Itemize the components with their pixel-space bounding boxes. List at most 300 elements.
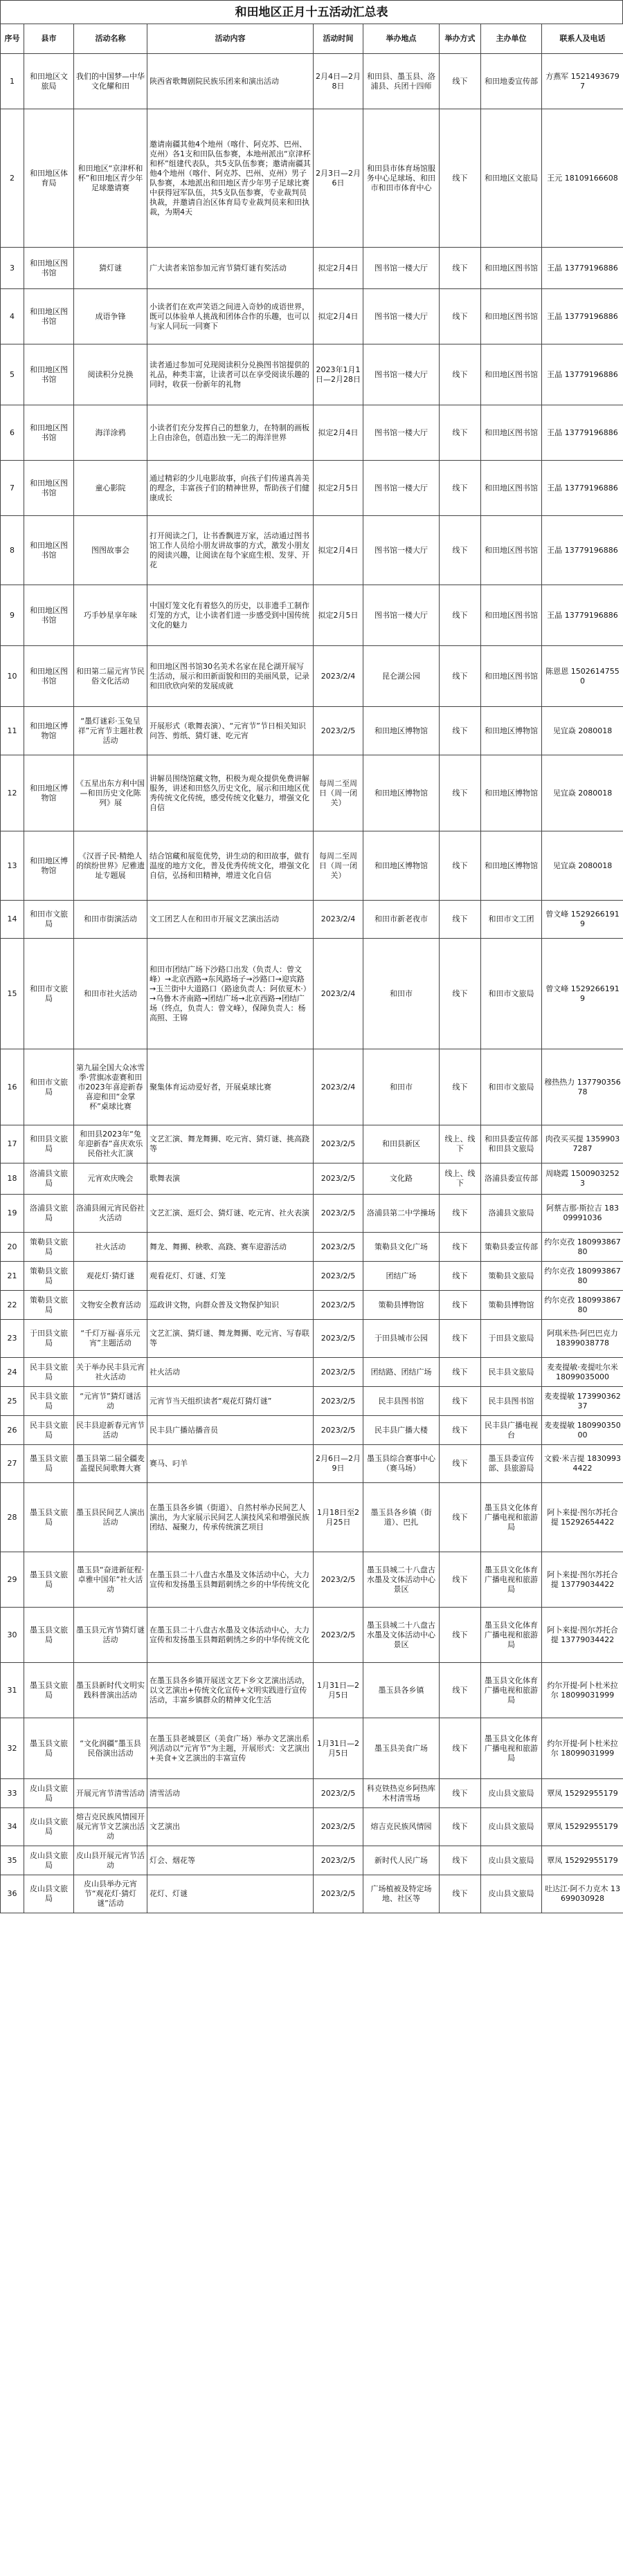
cell-mode: 线下: [440, 1846, 481, 1875]
cell-activity-content: 元宵节当天组织读者“观花灯猜灯谜”: [147, 1387, 314, 1416]
table-row: [1, 54, 623, 109]
cell-mode: 线下: [440, 585, 481, 646]
cell-organizer: 民丰县广播电视台: [481, 1416, 542, 1445]
cell-contact: 覃凤 15292955179: [542, 1779, 623, 1808]
cell-organizer: 和田地区博物馆: [481, 755, 542, 831]
cell-index: 30: [1, 1608, 24, 1663]
cell-activity-time: 2023/2/4: [314, 939, 363, 1049]
cell-mode: 线下: [440, 405, 481, 461]
cell-activity-time: 拟定2月4日: [314, 248, 363, 289]
cell-county: 和田地区博物馆: [24, 755, 74, 831]
cell-activity-content: 舞龙、舞狮、秧歌、高跷、赛车迎游活动: [147, 1233, 314, 1262]
cell-contact: 肉孜买买提 13599037287: [542, 1125, 623, 1163]
cell-activity-time: 2023/2/5: [314, 1416, 363, 1445]
cell-contact: 麦麦提敏 18099035000: [542, 1416, 623, 1445]
cell-county: 墨玉县文旅局: [24, 1608, 74, 1663]
cell-index: 16: [1, 1049, 24, 1125]
header-activity-content: 活动内容: [147, 24, 314, 54]
table-row: [1, 939, 623, 1049]
cell-activity-time: 2023/2/5: [314, 1320, 363, 1358]
cell-county: 墨玉县文旅局: [24, 1445, 74, 1483]
cell-mode: 线下: [440, 1808, 481, 1846]
cell-activity-name: 墨玉县元宵节猜灯谜活动: [74, 1608, 147, 1663]
table-row: [1, 1291, 623, 1320]
cell-organizer: 和田地区博物馆: [481, 831, 542, 901]
cell-venue: 和田市新老夜市: [363, 901, 440, 939]
cell-activity-name: 墨玉县第二届全疆麦盖提民间歌舞大赛: [74, 1445, 147, 1483]
cell-index: 3: [1, 248, 24, 289]
cell-county: 和田县文旅局: [24, 1125, 74, 1163]
cell-contact: 王晶 13779196886: [542, 248, 623, 289]
cell-organizer: 策勒县文旅局: [481, 1262, 542, 1291]
cell-mode: 线下: [440, 646, 481, 707]
cell-mode: 线下: [440, 461, 481, 516]
cell-mode: 线下: [440, 1358, 481, 1387]
cell-activity-name: 墨玉县民间艺人演出活动: [74, 1483, 147, 1552]
cell-activity-content: 在墨玉县二十八盘古水墨及文体活动中心，大力宣传和发扬墨玉县舞蹈刺绣之乡的中华传统文化: [147, 1552, 314, 1608]
cell-mode: 线下: [440, 109, 481, 248]
cell-county: 墨玉县文旅局: [24, 1663, 74, 1718]
cell-venue: 洛浦县第二中学操场: [363, 1195, 440, 1233]
cell-contact: 阿卜来提·图尔苏托合提 13779034422: [542, 1552, 623, 1608]
cell-index: 22: [1, 1291, 24, 1320]
cell-mode: 线下: [440, 1483, 481, 1552]
cell-mode: 线下: [440, 1718, 481, 1779]
cell-activity-time: 2023/2/5: [314, 1125, 363, 1163]
cell-organizer: 皮山县文旅局: [481, 1875, 542, 1913]
header-contact: 联系人及电话: [542, 24, 623, 54]
cell-activity-name: 海洋涂鸦: [74, 405, 147, 461]
cell-contact: 约尔开提·阿卜杜米拉尔 18099031999: [542, 1718, 623, 1779]
cell-contact: 方燕军 15214936797: [542, 54, 623, 109]
cell-activity-time: 2023/2/4: [314, 901, 363, 939]
cell-activity-name: 和田市社火活动: [74, 939, 147, 1049]
header-mode: 举办方式: [440, 24, 481, 54]
cell-contact: 约尔克孜 18099386780: [542, 1291, 623, 1320]
cell-venue: 民丰县图书馆: [363, 1387, 440, 1416]
cell-county: 皮山县文旅局: [24, 1779, 74, 1808]
cell-organizer: 民丰县文旅局: [481, 1358, 542, 1387]
cell-organizer: 墨玉县文化体育广播电视和旅游局: [481, 1663, 542, 1718]
cell-index: 31: [1, 1663, 24, 1718]
cell-activity-time: 拟定2月5日: [314, 585, 363, 646]
table-row: [1, 1875, 623, 1913]
cell-organizer: 皮山县文旅局: [481, 1779, 542, 1808]
cell-contact: 曾文峰 15292661919: [542, 939, 623, 1049]
cell-activity-content: 陕西省歌舞剧院民族乐团来和演出活动: [147, 54, 314, 109]
cell-organizer: 和田地委宣传部: [481, 54, 542, 109]
cell-venue: 图书馆一楼大厅: [363, 248, 440, 289]
cell-county: 民丰县文旅局: [24, 1387, 74, 1416]
cell-activity-content: 在墨玉县老城景区（美食广场）举办文艺演出系列活动以“元宵节”为主题，开展形式：文艺演出+美食+文艺演出的丰富宣传: [147, 1718, 314, 1779]
cell-mode: 线下: [440, 755, 481, 831]
cell-activity-content: 邀请南疆其他4个地州（喀什、阿克苏、巴州、克州）各1支和田队伍参赛，本地州派出“京津杯和杯”组建代表队，共5支队伍参赛；邀请南疆其他4个地州（喀什、阿克苏、巴州、克州）男子队参赛，本地派出和田地区青少年男子足球比赛中获得冠军队伍，共5支队伍参赛，专业裁判员执裁，并邀请自治区体育局专业裁判员来和田执裁，为期4天: [147, 109, 314, 248]
cell-county: 皮山县文旅局: [24, 1846, 74, 1875]
header-index: 序号: [1, 24, 24, 54]
cell-index: 19: [1, 1195, 24, 1233]
cell-contact: 王元 18109166608: [542, 109, 623, 248]
header-organizer: 主办单位: [481, 24, 542, 54]
cell-organizer: 皮山县文旅局: [481, 1808, 542, 1846]
cell-index: 26: [1, 1416, 24, 1445]
cell-county: 策勒县文旅局: [24, 1233, 74, 1262]
cell-activity-name: 阅读积分兑换: [74, 344, 147, 405]
cell-contact: 约尔开提·阿卜杜米拉尔 18099031999: [542, 1663, 623, 1718]
cell-venue: 墨玉县城二十八盘古水墨及文体活动中心景区: [363, 1608, 440, 1663]
cell-contact: 周晓霞 15009032523: [542, 1163, 623, 1195]
cell-index: 27: [1, 1445, 24, 1483]
cell-activity-content: 赛马、叼羊: [147, 1445, 314, 1483]
cell-activity-time: 每周二至周日（周一闭关）: [314, 755, 363, 831]
cell-activity-name: 皮山县开展元宵节活动: [74, 1846, 147, 1875]
cell-county: 和田地区图书馆: [24, 585, 74, 646]
cell-venue: 熔吉克民族风情园: [363, 1808, 440, 1846]
cell-index: 29: [1, 1552, 24, 1608]
cell-activity-time: 拟定2月4日: [314, 405, 363, 461]
cell-index: 6: [1, 405, 24, 461]
cell-organizer: 墨玉县文化体育广播电视和旅游局: [481, 1718, 542, 1779]
cell-county: 和田地区图书馆: [24, 248, 74, 289]
cell-activity-content: 和田地区图书馆30名美术名家在昆仑湖开展写生活动，展示和田新面貌和田的美丽风景，记录和田欣欣向荣的发展成就: [147, 646, 314, 707]
table-row: [1, 1233, 623, 1262]
table-row: [1, 585, 623, 646]
cell-venue: 图书馆一楼大厅: [363, 344, 440, 405]
cell-activity-content: 中国灯笼文化有着悠久的历史，以非遗手工制作灯笼的方式，让小读者们进一步感受到中国传统文化的魅力: [147, 585, 314, 646]
cell-venue: 图书馆一楼大厅: [363, 405, 440, 461]
cell-mode: 线下: [440, 1233, 481, 1262]
cell-activity-name: 皮山县举办元宵节“观花灯·猜灯谜”活动: [74, 1875, 147, 1913]
cell-organizer: 墨玉县委宣传部、县旅游局: [481, 1445, 542, 1483]
cell-activity-name: 洛浦县闹元宵民俗社火活动: [74, 1195, 147, 1233]
cell-county: 民丰县文旅局: [24, 1358, 74, 1387]
cell-venue: 和田县市体育场馆服务中心足球场、和田市和田市体育中心: [363, 109, 440, 248]
cell-county: 和田地区博物馆: [24, 707, 74, 755]
cell-activity-time: 2023/2/5: [314, 1358, 363, 1387]
cell-organizer: 和田地区图书馆: [481, 248, 542, 289]
cell-index: 7: [1, 461, 24, 516]
cell-activity-name: 和田县2023年“兔年迎新春”喜庆欢乐民俗社火汇演: [74, 1125, 147, 1163]
table-row: [1, 1416, 623, 1445]
cell-venue: 墨玉县各乡镇（街道）、巴扎: [363, 1483, 440, 1552]
cell-activity-content: 文艺汇演、舞龙舞狮、吃元宵、猜灯谜、挑高跷等: [147, 1125, 314, 1163]
table-row: [1, 109, 623, 248]
cell-mode: 线下: [440, 1387, 481, 1416]
cell-activity-content: 歌舞表演: [147, 1163, 314, 1195]
cell-venue: 墨玉县各乡镇: [363, 1663, 440, 1718]
cell-organizer: 墨玉县文化体育广播电视和旅游局: [481, 1552, 542, 1608]
cell-contact: 王晶 13779196886: [542, 461, 623, 516]
cell-county: 和田市文旅局: [24, 1049, 74, 1125]
cell-county: 于田县文旅局: [24, 1320, 74, 1358]
cell-organizer: 民丰县图书馆: [481, 1387, 542, 1416]
table-row: [1, 1846, 623, 1875]
cell-index: 25: [1, 1387, 24, 1416]
cell-venue: 墨玉县综合赛事中心（赛马场）: [363, 1445, 440, 1483]
cell-activity-time: 拟定2月4日: [314, 516, 363, 585]
cell-activity-name: 猜灯谜: [74, 248, 147, 289]
cell-county: 墨玉县文旅局: [24, 1483, 74, 1552]
cell-activity-content: 花灯、灯谜: [147, 1875, 314, 1913]
cell-activity-content: 灯会、烟花等: [147, 1846, 314, 1875]
cell-contact: 曾文峰 15292661919: [542, 901, 623, 939]
cell-activity-time: 2023/2/5: [314, 1552, 363, 1608]
cell-venue: 图书馆一楼大厅: [363, 585, 440, 646]
cell-activity-time: 2023/2/5: [314, 1779, 363, 1808]
cell-index: 14: [1, 901, 24, 939]
cell-county: 和田地区图书馆: [24, 405, 74, 461]
cell-activity-time: 2023/2/5: [314, 1875, 363, 1913]
cell-venue: 和田地区博物馆: [363, 707, 440, 755]
cell-activity-name: “千灯万福·喜乐元宵”主题活动: [74, 1320, 147, 1358]
cell-venue: 墨玉县美食广场: [363, 1718, 440, 1779]
cell-mode: 线下: [440, 1663, 481, 1718]
cell-mode: 线下: [440, 344, 481, 405]
cell-activity-name: “墨灯谜彩·玉兔呈祥”元宵节主题社教活动: [74, 707, 147, 755]
cell-index: 12: [1, 755, 24, 831]
cell-organizer: 和田地区图书馆: [481, 461, 542, 516]
cell-index: 9: [1, 585, 24, 646]
cell-activity-name: 社火活动: [74, 1233, 147, 1262]
cell-index: 2: [1, 109, 24, 248]
table-row: [1, 1779, 623, 1808]
cell-activity-content: 观看花灯、灯谜、灯笼: [147, 1262, 314, 1291]
table-row: [1, 1483, 623, 1552]
cell-activity-content: 广大读者来馆参加元宵节猜灯谜有奖活动: [147, 248, 314, 289]
cell-mode: 线下: [440, 1416, 481, 1445]
cell-activity-content: 和田市团结广场下沙路口出发（负责人：曾文峰）→北京西路→东风路场子→沙路口→迎宾路→玉兰街中大道路口（路途负责人：阿依夏木·）→乌鲁木齐南路→团结广场→北京西路→团结广场（终点，负责人：曾文峰），保障负责人：杨高照、王锦: [147, 939, 314, 1049]
cell-activity-content: 在墨玉县二十八盘古水墨及文体活动中心，大力宣传和发扬墨玉县舞蹈刺绣之乡的中华传统文化: [147, 1608, 314, 1663]
cell-contact: 阿蔡吉那·斯拉吉 18309991036: [542, 1195, 623, 1233]
cell-venue: 新时代人民广场: [363, 1846, 440, 1875]
cell-mode: 线下: [440, 1552, 481, 1608]
cell-activity-time: 2023/2/5: [314, 1163, 363, 1195]
cell-contact: 吐达江·阿不力克木 13699030928: [542, 1875, 623, 1913]
cell-mode: 线下: [440, 1875, 481, 1913]
cell-contact: 约尔克孜 18099386780: [542, 1262, 623, 1291]
cell-mode: 线下: [440, 1608, 481, 1663]
cell-activity-content: 文工团艺人在和田市开展文艺演出活动: [147, 901, 314, 939]
cell-organizer: 和田地区图书馆: [481, 585, 542, 646]
cell-activity-name: 元宵欢庆晚会: [74, 1163, 147, 1195]
cell-contact: 见宜焱 2080018: [542, 831, 623, 901]
cell-venue: 和田县、墨玉县、洛浦县、兵团十四师: [363, 54, 440, 109]
table-row: [1, 1387, 623, 1416]
cell-activity-name: 文物安全教育活动: [74, 1291, 147, 1320]
cell-mode: 线下: [440, 1195, 481, 1233]
activity-table: [0, 24, 623, 1913]
cell-contact: 约尔克孜 18099386780: [542, 1233, 623, 1262]
cell-venue: 团结路、团结广场: [363, 1358, 440, 1387]
cell-activity-time: 2023/2/5: [314, 1233, 363, 1262]
cell-contact: 阿卜来提·图尔苏托合提 13779034422: [542, 1608, 623, 1663]
cell-contact: 见宜焱 2080018: [542, 707, 623, 755]
cell-activity-content: 文艺汇演、逛灯会、猜灯谜、吃元宵、社火表演: [147, 1195, 314, 1233]
cell-county: 策勒县文旅局: [24, 1262, 74, 1291]
table-row: [1, 1808, 623, 1846]
cell-contact: 文毅·米吉提 18309934422: [542, 1445, 623, 1483]
cell-venue: 图书馆一楼大厅: [363, 289, 440, 344]
table-row: [1, 707, 623, 755]
cell-activity-name: 童心影院: [74, 461, 147, 516]
cell-activity-content: 读者通过参加可兑现阅读积分兑换图书馆提供的礼品，种类丰富，让读者可以在享受阅读乐趣的同时，收获一份新年的礼物: [147, 344, 314, 405]
cell-mode: 线下: [440, 707, 481, 755]
cell-mode: 线下: [440, 1779, 481, 1808]
cell-mode: 线下: [440, 289, 481, 344]
table-row: [1, 1552, 623, 1608]
cell-activity-name: 墨玉县新时代文明实践科普演出活动: [74, 1663, 147, 1718]
cell-index: 11: [1, 707, 24, 755]
table-row: [1, 1049, 623, 1125]
cell-contact: 见宜焱 2080018: [542, 755, 623, 831]
cell-activity-content: 讲解员围绕馆藏文物，积极为观众提供免费讲解服务，讲述和田悠久历史文化，展示和田地区优秀传统文化传统，感受传统文化魅力，增强文化自信: [147, 755, 314, 831]
cell-mode: 线下: [440, 1291, 481, 1320]
cell-activity-content: 小读者们在欢声笑语之间进入奇妙的成语世界，既可以体验单人挑战和团体合作的乐趣，也可以与家人同玩一同赛下: [147, 289, 314, 344]
table-row: [1, 1718, 623, 1779]
cell-county: 策勒县文旅局: [24, 1291, 74, 1320]
cell-organizer: 策勒县委宣传部: [481, 1233, 542, 1262]
table-row: [1, 1608, 623, 1663]
cell-activity-name: 关于举办民丰县元宵社火活动: [74, 1358, 147, 1387]
table-row: [1, 1663, 623, 1718]
cell-venue: 墨玉县城二十八盘古水墨及文体活动中心景区: [363, 1552, 440, 1608]
cell-activity-content: 开展形式（歌舞表演）、“元宵节”节日相关知识问答、剪纸、猜灯谜、吃元宵: [147, 707, 314, 755]
cell-contact: 王晶 13779196886: [542, 289, 623, 344]
cell-mode: 线下: [440, 1320, 481, 1358]
cell-activity-name: 《五星出东方利中国—和田历史文化陈列》展: [74, 755, 147, 831]
cell-activity-time: 每周二至周日（周一闭关）: [314, 831, 363, 901]
cell-organizer: 墨玉县文化体育广播电视和旅游局: [481, 1608, 542, 1663]
cell-venue: 和田县新区: [363, 1125, 440, 1163]
cell-organizer: 和田市文工团: [481, 901, 542, 939]
cell-county: 和田地区博物馆: [24, 831, 74, 901]
cell-index: 23: [1, 1320, 24, 1358]
cell-contact: 覃凤 15292955179: [542, 1846, 623, 1875]
cell-index: 5: [1, 344, 24, 405]
cell-county: 和田市文旅局: [24, 901, 74, 939]
cell-county: 和田地区图书馆: [24, 461, 74, 516]
cell-activity-name: 和田第二届元宵节民俗文化活动: [74, 646, 147, 707]
cell-activity-time: 2023/2/5: [314, 1387, 363, 1416]
cell-organizer: 和田市文旅局: [481, 1049, 542, 1125]
table-row: [1, 1125, 623, 1163]
cell-county: 墨玉县文旅局: [24, 1718, 74, 1779]
cell-activity-content: 文艺演出: [147, 1808, 314, 1846]
cell-activity-name: 第九届全国大众冰雪季·营旗冰壶赛和田市2023年喜迎新春喜迎和田“金掌杯”桌球比赛: [74, 1049, 147, 1125]
table-row: [1, 901, 623, 939]
cell-activity-name: 熔吉克民族风情园开展元宵节文艺演出活动: [74, 1808, 147, 1846]
table-row: [1, 1445, 623, 1483]
cell-index: 15: [1, 939, 24, 1049]
cell-activity-name: “元宵节”猜灯谜活动: [74, 1387, 147, 1416]
header-venue: 举办地点: [363, 24, 440, 54]
cell-venue: 广场植被及特定场地、社区等: [363, 1875, 440, 1913]
table-body: [1, 54, 623, 1913]
cell-organizer: 和田地区图书馆: [481, 289, 542, 344]
header-activity-time: 活动时间: [314, 24, 363, 54]
cell-activity-content: 清雪活动: [147, 1779, 314, 1808]
cell-county: 和田地区体育局: [24, 109, 74, 248]
cell-index: 34: [1, 1808, 24, 1846]
cell-activity-content: 民丰县广播站播音员: [147, 1416, 314, 1445]
cell-index: 1: [1, 54, 24, 109]
cell-activity-time: 2023/2/4: [314, 1049, 363, 1125]
cell-index: 33: [1, 1779, 24, 1808]
cell-activity-time: 2月3日—2月6日: [314, 109, 363, 248]
cell-index: 18: [1, 1163, 24, 1195]
cell-index: 32: [1, 1718, 24, 1779]
cell-county: 和田地区图书馆: [24, 344, 74, 405]
cell-venue: 文化路: [363, 1163, 440, 1195]
cell-mode: 线下: [440, 939, 481, 1049]
cell-organizer: 洛浦县文旅局: [481, 1195, 542, 1233]
cell-venue: 团结广场: [363, 1262, 440, 1291]
cell-activity-content: 巡政讲文物，向群众普及文物保护知识: [147, 1291, 314, 1320]
cell-county: 和田地区图书馆: [24, 289, 74, 344]
cell-organizer: 和田市文旅局: [481, 939, 542, 1049]
cell-index: 28: [1, 1483, 24, 1552]
cell-activity-name: “文化润疆”墨玉县民俗演出活动: [74, 1718, 147, 1779]
cell-activity-name: 开展元宵节清雪活动: [74, 1779, 147, 1808]
cell-contact: 王晶 13779196886: [542, 344, 623, 405]
cell-activity-time: 2023年1月1日—2月28日: [314, 344, 363, 405]
cell-index: 4: [1, 289, 24, 344]
cell-mode: 线下: [440, 248, 481, 289]
cell-activity-content: 打开阅读之门，让书香飘进万家，活动通过图书馆工作人员给小朋友讲故事的方式，激发小朋友的阅读兴趣，让阅读在每个家庭生根、发芽、开花: [147, 516, 314, 585]
cell-activity-time: 2023/2/5: [314, 1808, 363, 1846]
cell-organizer: 和田县委宣传部和田县文旅局: [481, 1125, 542, 1163]
cell-contact: 王晶 13779196886: [542, 585, 623, 646]
cell-activity-name: 墨玉县“奋进新征程·卓雅中国年”社火活动: [74, 1552, 147, 1608]
cell-contact: 麦麦提敏 17399036237: [542, 1387, 623, 1416]
table-row: [1, 646, 623, 707]
cell-venue: 和田地区博物馆: [363, 755, 440, 831]
cell-index: 20: [1, 1233, 24, 1262]
cell-mode: 线下: [440, 901, 481, 939]
cell-activity-time: 1月31日—2月5日: [314, 1663, 363, 1718]
header-row: [1, 24, 623, 54]
cell-organizer: 于田县文旅局: [481, 1320, 542, 1358]
cell-activity-time: 2023/2/5: [314, 1195, 363, 1233]
table-row: [1, 1195, 623, 1233]
cell-index: 24: [1, 1358, 24, 1387]
cell-activity-content: 在墨玉县各乡镇（街道）、自然村举办民间艺人演出，为大家展示民间艺人演技风采和增强民族团结、凝聚力，传承传统演艺项目: [147, 1483, 314, 1552]
cell-activity-name: 成语争锋: [74, 289, 147, 344]
table-row: [1, 461, 623, 516]
cell-activity-time: 2023/2/4: [314, 646, 363, 707]
cell-activity-content: 在墨玉县各乡镇开展送文艺下乡文艺演出活动，以文艺演出+传统文化宣传+文明实践进行宣传活动，丰富乡镇群众的精神文化生活: [147, 1663, 314, 1718]
cell-activity-time: 2023/2/5: [314, 707, 363, 755]
cell-venue: 图书馆一楼大厅: [363, 461, 440, 516]
cell-county: 皮山县文旅局: [24, 1875, 74, 1913]
cell-venue: 策勒县文化广场: [363, 1233, 440, 1262]
cell-organizer: 和田地区文旅局: [481, 109, 542, 248]
cell-activity-name: 和田市街演活动: [74, 901, 147, 939]
cell-activity-content: 文艺汇演、猜灯谜、舞龙舞狮、吃元宵、写春联等: [147, 1320, 314, 1358]
cell-county: 洛浦县文旅局: [24, 1195, 74, 1233]
table-title: 和田地区正月十五活动汇总表: [0, 0, 623, 24]
cell-venue: 和田地区博物馆: [363, 831, 440, 901]
cell-activity-name: 《汉晋子民·精绝人的缤纷世界》尼雅遗址专题展: [74, 831, 147, 901]
header-county: 县市: [24, 24, 74, 54]
cell-activity-time: 2月6日—2月9日: [314, 1445, 363, 1483]
cell-activity-content: 通过精彩的少儿电影故事，向孩子们传递真善美的理念，丰富孩子们的精神世界，帮助孩子们健康成长: [147, 461, 314, 516]
cell-mode: 线下: [440, 516, 481, 585]
cell-activity-name: 巧手妙星享年味: [74, 585, 147, 646]
cell-organizer: 皮山县文旅局: [481, 1846, 542, 1875]
cell-activity-time: 1月18日至2月25日: [314, 1483, 363, 1552]
cell-index: 35: [1, 1846, 24, 1875]
cell-venue: 于田县城市公园: [363, 1320, 440, 1358]
